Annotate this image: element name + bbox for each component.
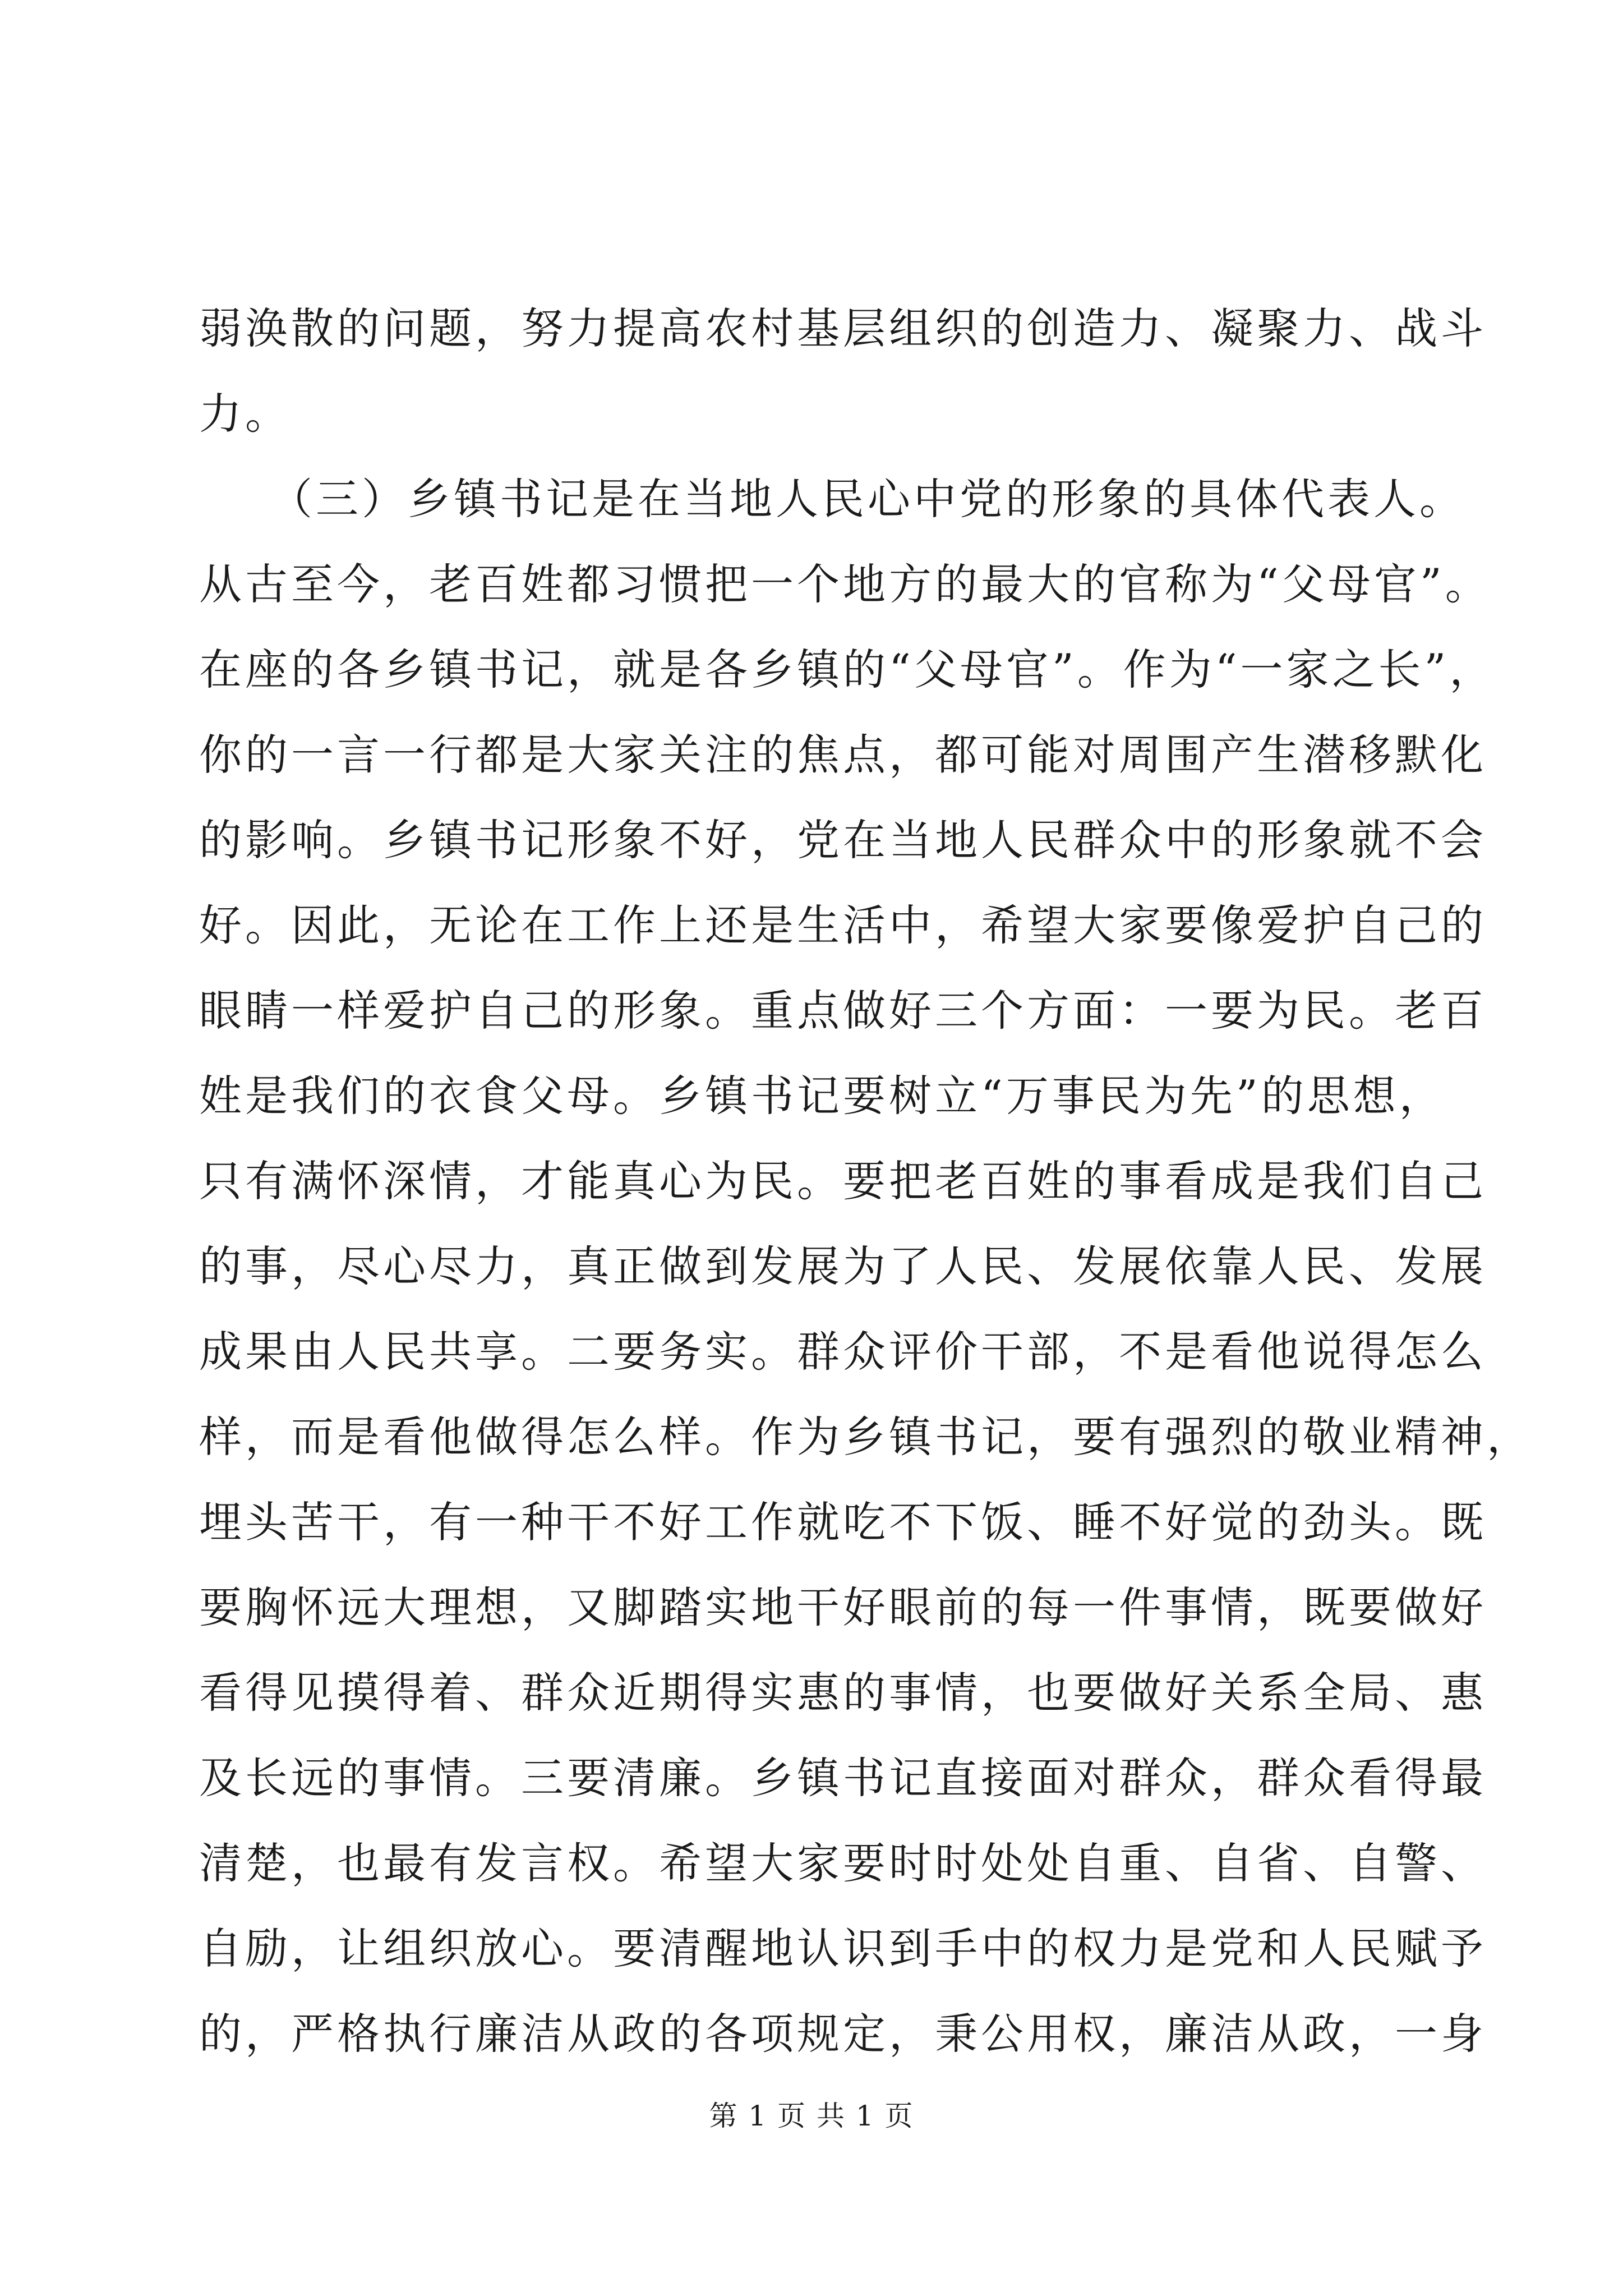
text-line: 样，而是看他做得怎么样。作为乡镇书记，要有强烈的敬业精神， [199, 1412, 1533, 1462]
text-line: 眼睛一样爱护自己的形象。重点做好三个方面：一要为民。老百 [199, 986, 1487, 1036]
text-line: 从古至今，老百姓都习惯把一个地方的最大的官称为“父母官”。 [199, 559, 1491, 609]
text-line: 清楚，也最有发言权。希望大家要时时处处自重、自省、自警、 [199, 1838, 1487, 1888]
text-line: （三）乡镇书记是在当地人民心中党的形象的具体代表人。 [199, 474, 1465, 524]
text-line: 你的一言一行都是大家关注的焦点，都可能对周围产生潜移默化 [199, 730, 1487, 780]
body-text [199, 286, 1533, 2077]
text-line: 好。因此，无论在工作上还是生活中，希望大家要像爱护自己的 [199, 900, 1487, 950]
text-line: 看得见摸得着、群众近期得实惠的事情，也要做好关系全局、惠 [199, 1668, 1487, 1718]
text-line: 力。 [199, 389, 291, 439]
text-line: 的，严格执行廉洁从政的各项规定，秉公用权，廉洁从政，一身 [199, 2009, 1487, 2059]
text-line: 埋头苦干，有一种干不好工作就吃不下饭、睡不好觉的劲头。既 [199, 1497, 1487, 1547]
text-line: 自励，让组织放心。要清醒地认识到手中的权力是党和人民赋予 [199, 1924, 1487, 1973]
text-line: 的事，尽心尽力，真正做到发展为了人民、发展依靠人民、发展 [199, 1241, 1487, 1291]
text-line: 要胸怀远大理想，又脚踏实地干好眼前的每一件事情，既要做好 [199, 1582, 1487, 1632]
text-line: 在座的各乡镇书记，就是各乡镇的“父母官”。作为“一家之长”， [199, 645, 1496, 694]
text-line: 成果由人民共享。二要务实。群众评价干部，不是看他说得怎么 [199, 1327, 1487, 1377]
text-line: 姓是我们的衣食父母。乡镇书记要树立“万事民为先”的思想， [199, 1071, 1445, 1121]
text-line: 的影响。乡镇书记形象不好，党在当地人民群众中的形象就不会 [199, 815, 1487, 865]
text-line: 只有满怀深情，才能真心为民。要把老百姓的事看成是我们自己 [199, 1156, 1487, 1206]
text-line: 及长远的事情。三要清廉。乡镇书记直接面对群众，群众看得最 [199, 1753, 1487, 1803]
text-line: 弱涣散的问题，努力提高农村基层组织的创造力、凝聚力、战斗 [199, 303, 1487, 353]
page-number-footer: 第 1 页 共 1 页 [709, 2100, 914, 2132]
